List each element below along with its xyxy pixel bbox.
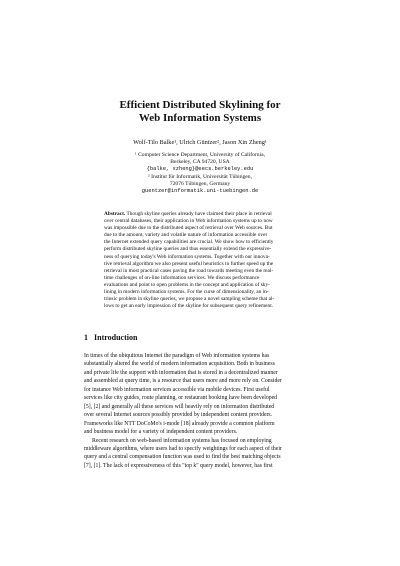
body-line: and private life the support with information that is stored in a decentralized manner [84, 369, 278, 376]
body-line: [5], [2] and generally all these services will heavily rely on information distributed [84, 403, 275, 410]
title-line-1: Efficient Distributed Skylining for [119, 99, 281, 111]
body-line: query and a central compensation function was used to find the best matching objects [84, 454, 281, 461]
abstract-label: Abstract. [104, 211, 126, 217]
affiliation-line: ² Institut für Informatik, Universität Tübingen, [148, 173, 252, 180]
affiliations [60, 152, 340, 195]
abstract-text: Though skyline queries already have claimed their place in retrieval [125, 211, 272, 217]
abstract-line: retrieval in most practical cases paving the road towards meeting even the real- [104, 267, 274, 274]
abstract-line: the Internet extended query capabilities are crucial. We show how to efficiently [104, 239, 274, 246]
body-line: Recent research on web-based information systems has focused on employing [92, 437, 272, 444]
author-list: Wolf-Tilo Balke¹, Ulrich Güntzer², Jason Xin Zheng¹ [133, 139, 267, 146]
abstract [104, 211, 318, 310]
abstract-line: time challenges of on-line information services. We discuss performance [104, 274, 260, 281]
title-line-2: Web Information Systems [138, 112, 262, 124]
abstract-line: evaluations and point to open problems in the concept and application of sky- [104, 281, 270, 288]
abstract-line: perform distributed skyline queries and thus essentially extend the expressive- [104, 246, 272, 253]
body-line: and assembled at query time, is a resource that users more and more rely on. Consider [84, 378, 282, 385]
abstract-line: trinsic problem in skyline queries, we propose a novel sampling scheme that al- [104, 296, 275, 303]
body-line: over several Internet sources possibly provided by independent content providers. [84, 412, 273, 419]
body-line: Frameworks like NTT DoCoMo's i-mode [18] already provide a common platform [84, 420, 275, 427]
section-title: Introduction [94, 333, 138, 342]
body-line: for instance Web information services accessible via mobile devices. First useful [84, 386, 270, 393]
body-line: [7], [1]. The lack of expressiveness of this "top k" query model, however, has first [84, 462, 273, 469]
body-line: In times of the ubiquitous Internet the paradigm of Web information systems has [84, 353, 270, 359]
affiliation-line: ¹ Computer Science Department, University of California, [135, 152, 265, 158]
abstract-line: was impossible due to the distributed aspect of retrieval over Web sources. But [104, 225, 273, 232]
body-text [84, 352, 320, 470]
body-line: and business model for a variety of independent content providers. [84, 429, 238, 436]
abstract-line: due to the amount, variety and volatile nature of information accessible over [104, 232, 268, 239]
body-line: services like city guides, route planning, or restaurant booking have been developed [84, 395, 278, 402]
body-line: middleware algorithms, where users had to specify weightings for each aspect of their [84, 445, 282, 452]
affiliation-line: Berkeley, CA 94720, USA [170, 159, 230, 166]
abstract-line: ness of querying today's Web information systems. Together with our innova- [104, 253, 270, 260]
section-number: 1 [84, 333, 88, 342]
abstract-line: lining in modern information systems. For the curse of dimensionality, an in- [104, 289, 269, 296]
affiliation-line: 72076 Tübingen, Germany [169, 180, 231, 187]
abstract-line: lows to get an early impression of the skyline for subsequent query refinement. [104, 303, 274, 310]
abstract-line: tive retrieval algorithm we also present useful heuristics to further speed up the [104, 260, 274, 267]
affiliation-email: {balke, xzheng}@eecs.berkeley.edu [146, 166, 254, 173]
paper-title [60, 99, 340, 125]
body-line: substantially altered the world of modern information acquisition. Both in business [84, 361, 275, 368]
affiliation-email: guentzer@informatik.uni-tuebingen.de [141, 188, 259, 195]
abstract-line: over central databases, their application in Web information systems up to now [104, 218, 273, 225]
section-heading [84, 333, 137, 342]
